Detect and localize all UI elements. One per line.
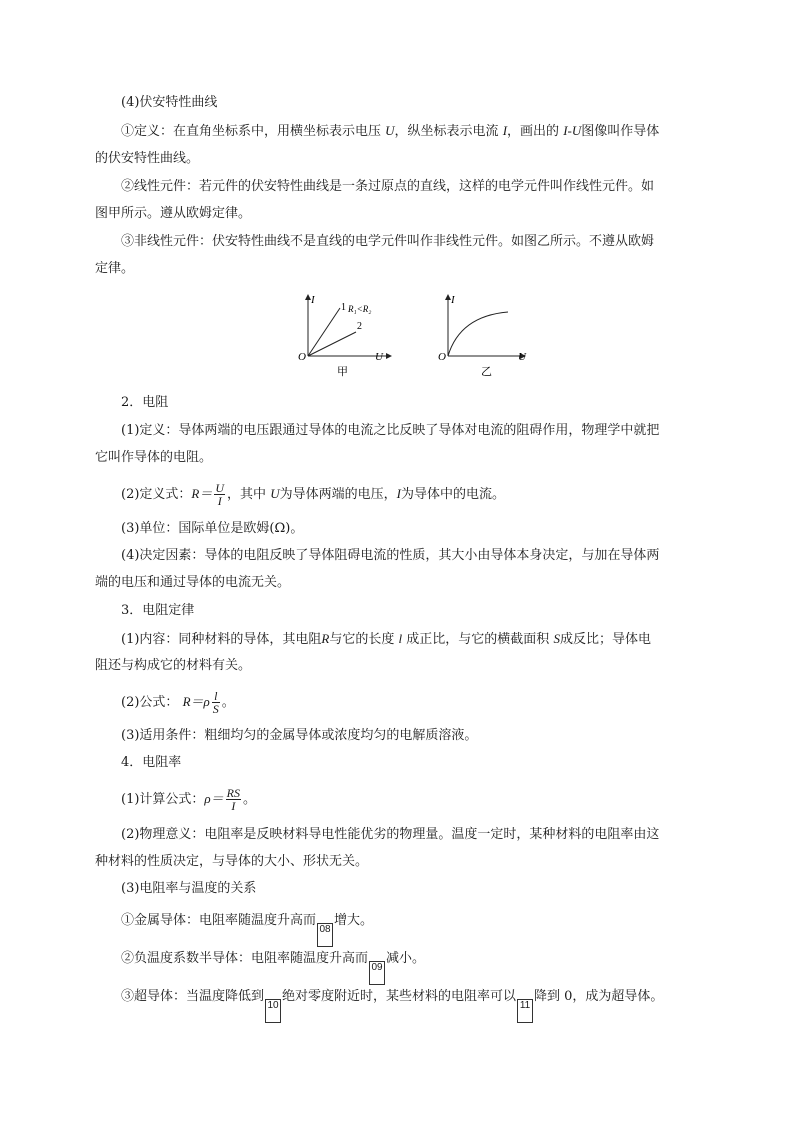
para-metal — [121, 910, 731, 947]
para-resistance-def-cont — [95, 447, 705, 468]
para-superconductor — [121, 986, 731, 1023]
numerator: l — [212, 690, 220, 703]
para-law-content — [121, 628, 731, 650]
text: ③非线性元件：伏安特性曲线不是直线的电学元件叫作非线性元件。如图乙所示。不遵从欧姆 — [121, 234, 655, 249]
line-1 — [308, 308, 340, 356]
section-4-title — [121, 752, 731, 773]
para-semiconductor — [121, 948, 731, 985]
origin-label: O — [438, 351, 446, 363]
text: (3)电阻率与温度的关系 — [121, 881, 257, 896]
text: (4)伏安特性曲线 — [121, 95, 218, 110]
text: (3)单位：国际单位是欧姆(Ω)。 — [121, 521, 304, 536]
text: ，画出的 — [507, 124, 560, 139]
x-arrow — [386, 353, 392, 359]
text: ②线性元件：若元件的伏安特性曲线是一条过原点的直线，这样的电学元件叫作线性元件。如 — [121, 179, 655, 194]
formula-lhs: R＝ — [191, 486, 213, 501]
text: 3．电阻定律 — [121, 603, 195, 618]
numerator: RS — [226, 786, 241, 800]
text: (2)定义式： — [121, 487, 192, 502]
text: 绝对零度附近时，某些材料的电阻率可以 — [282, 989, 517, 1004]
text: 降到 0，成为超导体。 — [534, 989, 664, 1004]
para-unit — [121, 518, 731, 539]
caption: 甲 — [337, 366, 348, 378]
text: 端的电压和通过导体的电流无关。 — [95, 575, 291, 590]
fraction-u-over-i — [214, 482, 225, 507]
var-l: l — [398, 631, 403, 646]
blank-box-09: 09 — [369, 961, 385, 985]
fraction-rs-over-i — [226, 787, 241, 812]
formula-lhs: R＝ρ — [182, 694, 210, 709]
figure-yi — [430, 290, 540, 380]
para-resistance-formula — [121, 482, 731, 507]
numerator: U — [215, 481, 225, 495]
para-resistivity-formula — [121, 787, 731, 812]
line-2 — [308, 332, 356, 356]
para-definition — [121, 120, 731, 142]
var-r: R — [321, 631, 330, 646]
var-iu: I-U — [563, 123, 582, 138]
para-temperature — [121, 878, 731, 899]
text: (1)计算公式： — [121, 792, 205, 807]
para-meaning-cont — [95, 851, 705, 872]
denominator: I — [217, 494, 222, 508]
text: 种材料的性质决定，与导体的大小、形状无关。 — [95, 854, 369, 869]
caption: 乙 — [481, 366, 492, 378]
para-law-formula — [121, 690, 731, 715]
blank-box-11: 11 — [517, 999, 533, 1023]
period: 。 — [221, 695, 235, 710]
text: 为导体两端的电压， — [279, 487, 397, 502]
var-u: U — [270, 486, 280, 501]
text: 它叫作导体的电阻。 — [95, 450, 213, 465]
text: (3)适用条件：粗细均匀的金属导体或浓度均匀的电解质溶液。 — [121, 728, 478, 743]
text: (2)物理意义：电阻率是反映材料导电性能优劣的物理量。温度一定时，某种材料的电阻率由这 — [121, 827, 660, 842]
text: 成反比；导体电 — [559, 632, 651, 647]
x-label: U — [375, 351, 383, 363]
para-resistance-def — [121, 420, 731, 441]
text: 成正比，与它的横截面积 — [406, 632, 550, 647]
para-factors-cont — [95, 572, 705, 593]
text: 增大。 — [334, 913, 374, 928]
text: 与它的长度 — [329, 632, 395, 647]
text: ①金属导体：电阻率随温度升高而 — [121, 913, 317, 928]
para-factors — [121, 545, 731, 566]
text: 4．电阻率 — [121, 755, 182, 770]
text: ，纵坐标表示电流 — [394, 124, 499, 139]
para-nonlinear — [121, 231, 731, 252]
para-definition-cont — [95, 148, 705, 169]
para-law-content-cont — [95, 655, 705, 676]
curve — [448, 312, 508, 356]
text: 减小。 — [386, 951, 426, 966]
para-linear-cont — [95, 203, 705, 224]
blank-box-08: 08 — [317, 923, 333, 947]
para-nonlinear-cont — [95, 258, 705, 279]
heading-iv-curve — [121, 92, 731, 113]
y-label: I — [311, 294, 315, 306]
var-i: I — [502, 123, 508, 138]
text: (1)定义：导体两端的电压跟通过导体的电流之比反映了导体对电流的阻碍作用，物理学中就把 — [121, 423, 660, 438]
text: 定律。 — [95, 261, 135, 276]
line-2-label: 2 — [357, 321, 362, 332]
denominator: I — [231, 799, 236, 813]
para-conditions — [121, 725, 731, 746]
var-u: U — [385, 123, 395, 138]
text: 图甲所示。遵从欧姆定律。 — [95, 206, 252, 221]
text: 阻还与构成它的材料有关。 — [95, 658, 252, 673]
text: 的伏安特性曲线。 — [95, 151, 200, 166]
var-i: I — [396, 486, 401, 501]
text: ①定义：在直角坐标系中，用横坐标表示电压 — [121, 124, 382, 139]
section-2-title — [121, 392, 731, 413]
text: ，其中 — [227, 487, 267, 502]
relation-label: R₁<R₂ — [348, 304, 372, 314]
text: ②负温度系数半导体：电阻率随温度升高而 — [121, 951, 369, 966]
fraction-l-over-s — [212, 690, 220, 715]
text: (4)决定因素：导体的电阻反映了导体阻碍电流的性质，其大小由导体本身决定，与加在导体两 — [121, 548, 660, 563]
text: 图像叫作导体 — [581, 124, 660, 139]
section-3-title — [121, 600, 731, 621]
text: 2．电阻 — [121, 395, 169, 410]
var-s: S — [553, 631, 560, 646]
text: ③超导体：当温度降低到 — [121, 989, 265, 1004]
text: (1)内容：同种材料的导体，其电阻 — [121, 632, 322, 647]
y-label: I — [451, 294, 455, 306]
line-1-label: 1 — [341, 302, 346, 313]
blank-box-10: 10 — [265, 999, 281, 1023]
origin-label: O — [298, 351, 306, 363]
denominator: S — [212, 702, 219, 716]
para-meaning — [121, 824, 731, 845]
text: (2)公式： — [121, 695, 179, 710]
text: 为导体中的电流。 — [400, 487, 505, 502]
period: 。 — [243, 792, 257, 807]
formula-lhs: ρ＝ — [204, 791, 224, 806]
figure-jia — [290, 290, 400, 380]
para-linear — [121, 176, 731, 197]
x-label: U — [518, 351, 526, 363]
